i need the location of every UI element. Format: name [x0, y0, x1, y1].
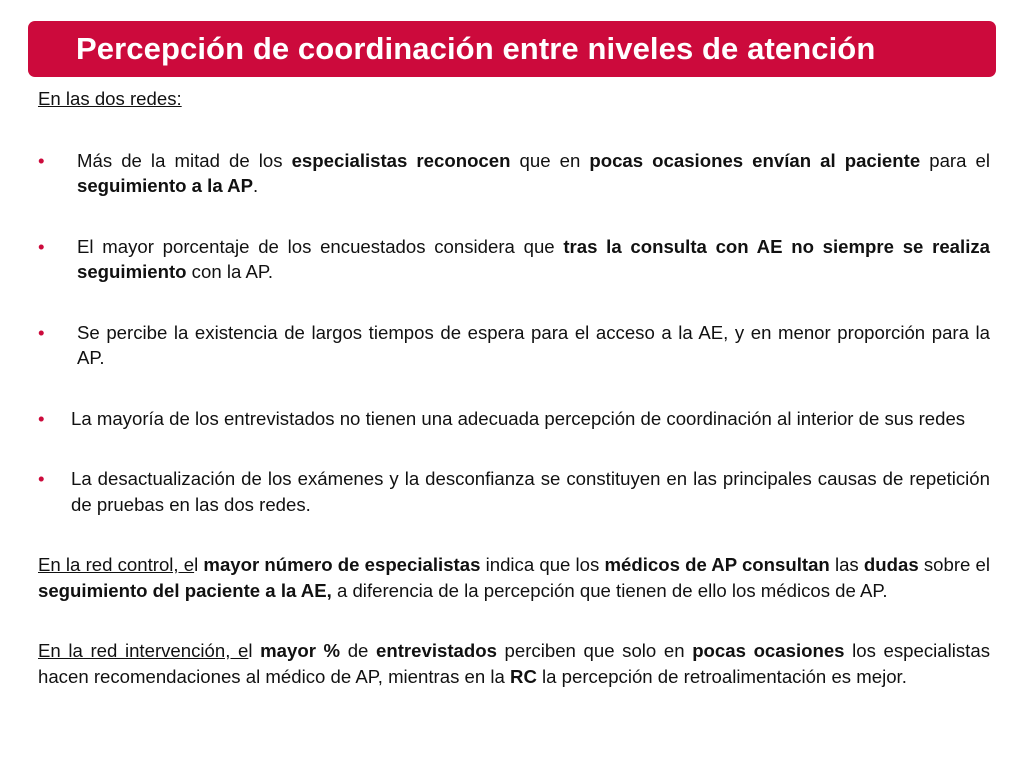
bullet-marker: •	[38, 321, 45, 343]
bullet-item-1: • Más de la mitad de los especialistas reconocen que en pocas ocasiones envían al paciente para el seguimiento a la AP.	[38, 149, 990, 196]
bullet-marker: •	[38, 149, 45, 171]
bullet-marker: •	[38, 468, 45, 489]
slide-content	[38, 86, 990, 689]
title-banner	[28, 21, 996, 77]
slide-title: Percepción de coordinación entre niveles de atención	[76, 31, 876, 66]
bullet-item-2: • El mayor porcentaje de los encuestados considera que tras la consulta con AE no siempre se realiza seguimiento con la AP.	[38, 235, 990, 282]
bullet-marker: •	[38, 235, 45, 257]
bullet-item-4: • La mayoría de los entrevistados no tienen una adecuada percepción de coordinación al interior de sus redes	[38, 406, 990, 432]
bullet-item-5: • La desactualización de los exámenes y la desconfianza se constituyen en las principales causas de repetición de pruebas en las dos redes.	[38, 468, 990, 515]
bullet-marker: •	[38, 407, 45, 429]
control-network-paragraph: En la red control, el mayor número de especialistas indica que los médicos de AP consultan las dudas sobre el seguimiento del paciente a la AE, a diferencia de la percepción que tienen de ello los médicos de AP.	[38, 554, 991, 601]
bullet-item-3: • Se percibe la existencia de largos tiempos de espera para el acceso a la AE, y en menor proporción para la AP.	[38, 321, 990, 368]
intervention-network-paragraph: En la red intervención, el mayor % de entrevistados perciben que solo en pocas ocasiones los especialistas hacen recomendaciones al médico de AP, mientras en la RC la percepción de retroalimentación es mejor.	[38, 640, 990, 687]
intro-heading: En las dos redes:	[38, 88, 182, 109]
